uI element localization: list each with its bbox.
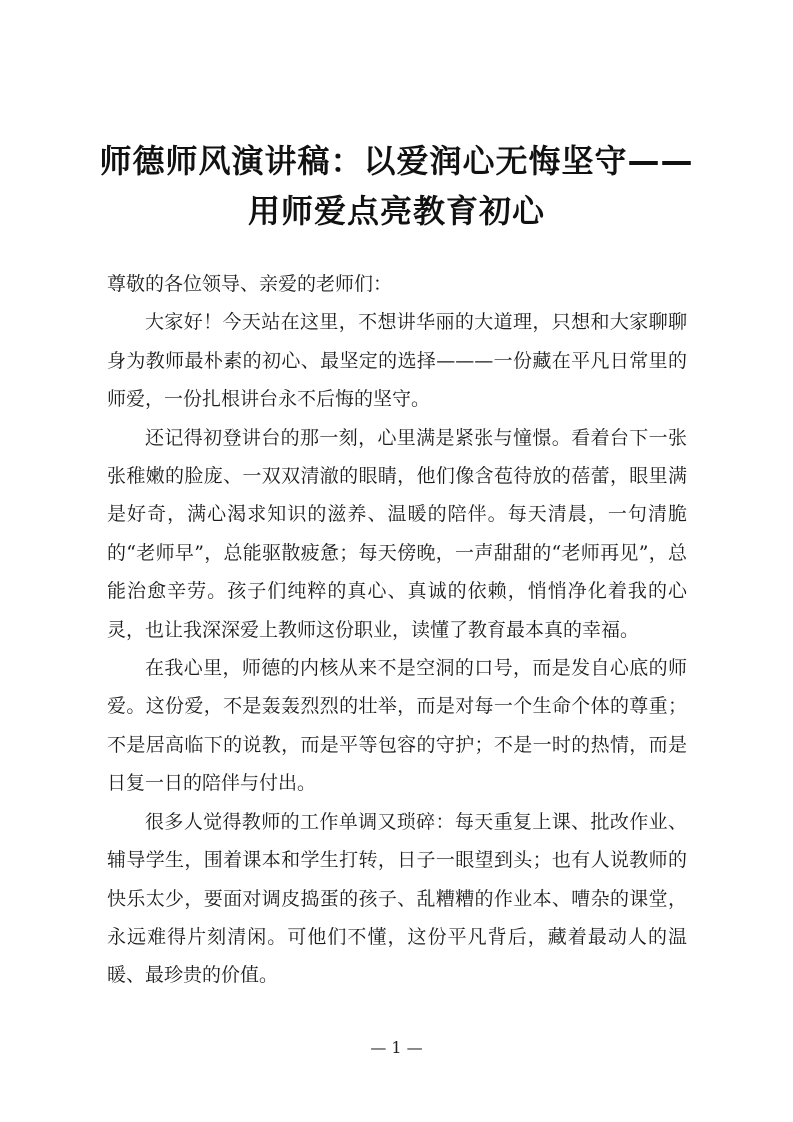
title-line-2: 用师爱点亮教育初心 [247, 192, 545, 230]
document-title [60, 136, 733, 236]
paragraph: 很多人觉得教师的工作单调又琐碎：每天重复上课、批改作业、辅导学生，围着课本和学生打转，日子一眼望到头；也有人说教师的快乐太少，要面对调皮捣蛋的孩子、乱糟糟的作业本、嘈杂的课堂，永远难得片刻清闲。可他们不懂，这份平凡背后，藏着最动人的温暖、最珍贵的价值。 [107, 810, 687, 987]
page-number: — 1 — [370, 1038, 423, 1057]
paragraph: 在我心里，师德的内核从来不是空洞的口号，而是发自心底的师爱。这份爱，不是轰轰烈烈的壮举，而是对每一个生命个体的尊重；不是居高临下的说教，而是平等包容的守护；不是一时的热情，而是日复一日的陪伴与付出。 [107, 657, 687, 795]
paragraph: 还记得初登讲台的那一刻，心里满是紧张与憧憬。看着台下一张张稚嫩的脸庞、一双双清澈的眼睛，他们像含苞待放的蓓蕾，眼里满是好奇，满心渴求知识的滋养、温暖的陪伴。每天清晨，一句清脆的“老师早”，总能驱散疲惫；每天傍晚，一声甜甜的“老师再见”，总能治愈辛劳。孩子们纯粹的真心、真诚的依赖，悄悄净化着我的心灵，也让我深深爱上教师这份职业，读懂了教育最本真的幸福。 [107, 426, 687, 641]
salutation: 尊敬的各位领导、亲爱的老师们： [107, 273, 393, 295]
title-line-1: 师德师风演讲稿：以爱润心无悔坚守—— [99, 142, 694, 180]
document-body [107, 265, 687, 995]
paragraph: 大家好！今天站在这里，不想讲华丽的大道理，只想和大家聊聊身为教师最朴素的初心、最坚定的选择———一份藏在平凡日常里的师爱，一份扎根讲台永不后悔的坚守。 [107, 311, 687, 411]
